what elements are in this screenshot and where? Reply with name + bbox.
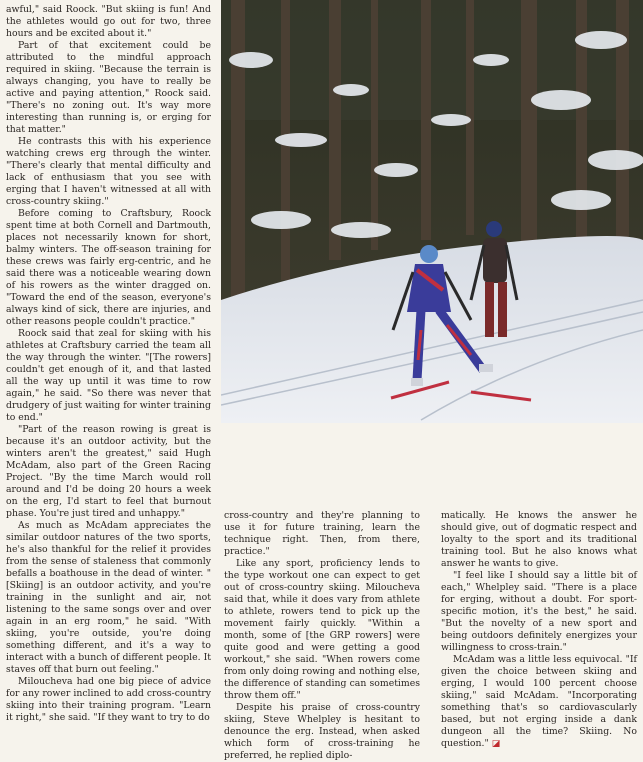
article-photo [221, 0, 643, 423]
text-column-3 [441, 510, 637, 750]
paragraph: Before coming to Craftsbury, Roock spent time at both Cornell and Dartmouth, places not necessarily known for short, balmy winters. The off-season training for these crews was fairly erg-centric, and he said there was a noticeable wearing down of his rowers as the winter dragged on. "Toward the end of the season, everyone's always kind of sick, there are injuries, and other reasons people couldn't practice." [6, 208, 211, 327]
paragraph-text: McAdam was a little less equivocal. "If given the choice between skiing and erging, I would 100 percent choose skiing," said McAdam. "Incorporating something that's so cardiovascularly based, but not erging inside a dank dungeon all the time? Skiing. No question." [441, 654, 637, 749]
paragraph: Part of that excitement could be attributed to the mindful approach required in skiing. "Because the terrain is always changing, you have to really be active and paying attention," Roock said. "There's no zoning out. It's way more interesting than running is, or erging for that matter." [6, 40, 211, 135]
paragraph: Roock said that zeal for skiing with his athletes at Craftsbury carried the team all the way through the winter. "[The rowers] couldn't get enough of it, and that lasted all the way up until it was time to row again," he said. "So there was never that drudgery of just waiting for winter training to end." [6, 328, 211, 423]
paragraph: Like any sport, proficiency lends to the type workout one can expect to get out of cross-country skiing. Miloucheva said that, while it does vary from athlete to athlete, rowers tend to pick up the movement fairly quickly. "Within a month, some of [the GRP rowers] were quite good and were getting a good workout," she said. "When rowers come from only doing rowing and nothing else, the difference of standing can sometimes throw them off." [224, 558, 420, 701]
paragraph: cross-country and they're planning to use it for future training, learn the technique right. Then, from there, practice." [224, 510, 420, 557]
paragraph: As much as McAdam appreciates the similar outdoor natures of the two sports, he's also thankful for the relief it provides from the sense of staleness that commonly befalls a boathouse in the dead of winter. "[Skiing] is an outdoor activity, and you're training in the sunlight and air, not listening to the same songs over and over again in an erg room," he said. "With skiing, you're outside, you're doing something different, and it's a way to interact with a bunch of different people. It staves off that burn out feeling." [6, 520, 211, 675]
paragraph: "Part of the reason rowing is great is because it's an outdoor activity, but the winters aren't the greatest," said Hugh McAdam, also part of the Green Racing Project. "By the time March would roll around and I'd be doing 20 hours a week on the erg, I'd start to feel that burnout phase. You're just tired and unhappy." [6, 424, 211, 519]
paragraph: Despite his praise of cross-country skiing, Steve Whelpley is hesitant to denounce the erg. Instead, when asked which form of cross-training he preferred, he replied diplo- [224, 702, 420, 761]
end-mark-icon: ◪ [491, 739, 501, 749]
paragraph: He contrasts this with his experience watching crews erg through the winter. "There's clearly that mental difficulty and lack of enthusiasm that you see with erging that I haven't witnessed at all with cross-country skiing." [6, 136, 211, 207]
paragraph: "I feel like I should say a little bit of each," Whelpley said. "There is a place for erging, without a doubt. For sport-specific motion, it's the best," he said. "But the novelty of a new sport and being outdoors definitely energizes your willingness to cross-train." [441, 570, 637, 653]
paragraph: awful," said Roock. "But skiing is fun! And the athletes would go out for two, three hours and be excited about it." [6, 4, 211, 39]
text-column-1 [6, 4, 211, 724]
paragraph: Miloucheva had one big piece of advice for any rower inclined to add cross-country skiing into their training program. "Learn it right," she said. "If they want to try to do [6, 676, 211, 723]
paragraph: matically. He knows the answer he should give, out of dogmatic respect and loyalty to the sport and its traditional training tool. But he also knows what answer he wants to give. [441, 510, 637, 569]
skiers-in-forest-photo [221, 0, 643, 423]
text-column-2 [224, 510, 420, 762]
paragraph [441, 654, 637, 750]
